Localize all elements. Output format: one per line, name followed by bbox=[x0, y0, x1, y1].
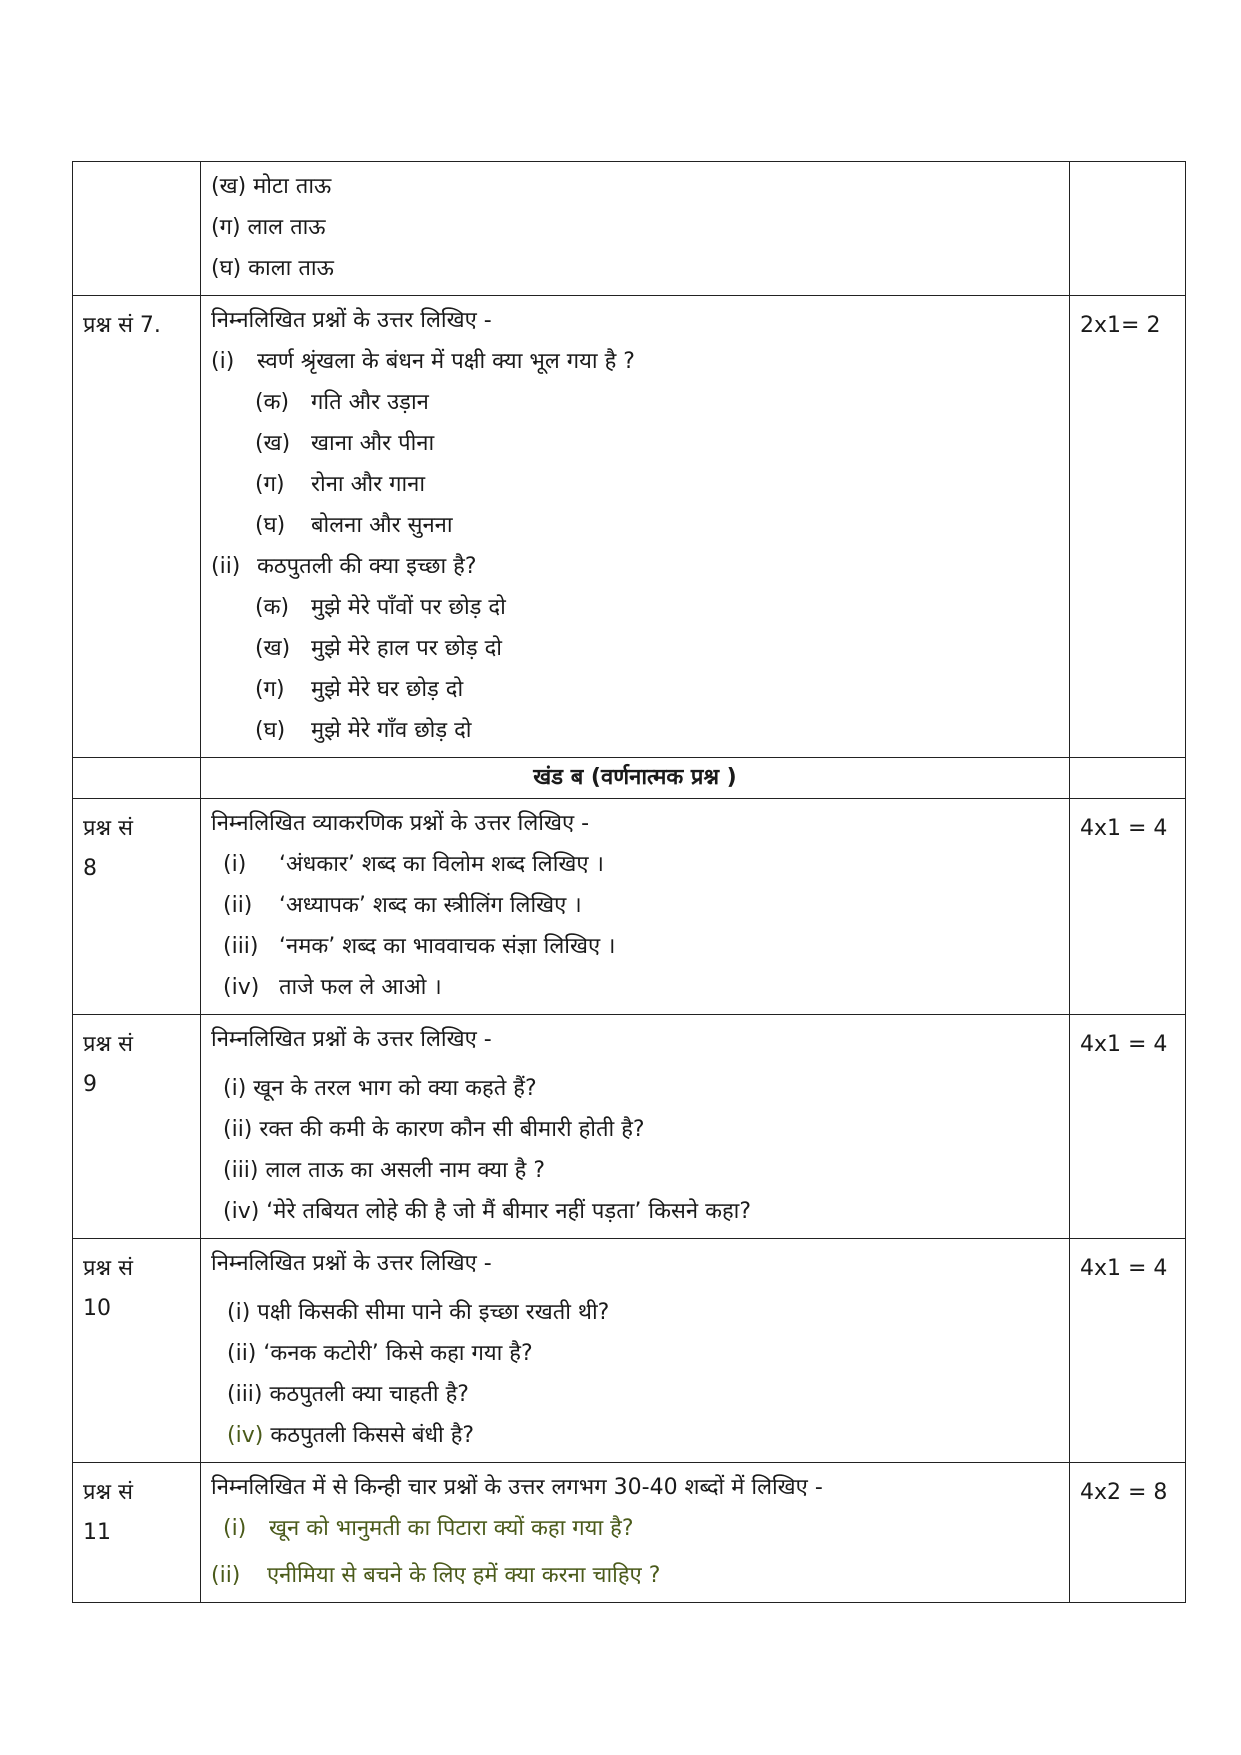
option-label: (ग) bbox=[255, 472, 285, 497]
sub-question bbox=[211, 885, 1069, 926]
sub-question-text: ‘नमक’ शब्द का भाववाचक संज्ञा लिखिए । bbox=[279, 934, 616, 959]
table-row bbox=[73, 162, 1186, 296]
sub-question-text: खून को भानुमती का पिटारा क्यों कहा गया है? bbox=[269, 1516, 634, 1541]
question-number: प्रश्न सं 7. bbox=[73, 296, 201, 758]
question-number-value: 11 bbox=[83, 1520, 111, 1545]
question-number bbox=[73, 799, 201, 1015]
table-row bbox=[73, 296, 1186, 758]
instruction: निम्नलिखित प्रश्नों के उत्तर लिखिए - bbox=[211, 1027, 492, 1052]
marks: 4x2 = 8 bbox=[1070, 1463, 1186, 1603]
marks-cell bbox=[1070, 162, 1186, 296]
sub-question-label: (iii) bbox=[223, 934, 259, 959]
instruction: निम्नलिखित में से किन्ही चार प्रश्नों के उत्तर लगभग 30-40 शब्दों में लिखिए - bbox=[211, 1475, 823, 1500]
option-line bbox=[211, 505, 1069, 546]
option-text: मुझे मेरे गाँव छोड़ दो bbox=[311, 718, 472, 743]
option-label: (क) bbox=[255, 595, 290, 620]
option-line bbox=[211, 464, 1069, 505]
instruction: निम्नलिखित व्याकरणिक प्रश्नों के उत्तर लिखिए - bbox=[211, 811, 590, 836]
question-table bbox=[72, 161, 1186, 1603]
option-text: मुझे मेरे हाल पर छोड़ दो bbox=[311, 636, 502, 661]
option-line bbox=[211, 628, 1069, 669]
question-number-label: प्रश्न सं bbox=[83, 1480, 133, 1505]
question-number-label: प्रश्न सं bbox=[83, 1256, 133, 1281]
option-text: बोलना और सुनना bbox=[311, 513, 453, 538]
question-body-cell bbox=[201, 296, 1070, 758]
sub-question: (iii) कठपुतली क्या चाहती है? bbox=[227, 1382, 469, 1407]
option-text: गति और उड़ान bbox=[311, 390, 429, 415]
instruction: निम्नलिखित प्रश्नों के उत्तर लिखिए - bbox=[211, 308, 492, 333]
sub-question bbox=[211, 1508, 1069, 1549]
sub-question bbox=[211, 1415, 1069, 1456]
sub-question-label: (iv) bbox=[227, 1423, 264, 1448]
sub-question-label: (i) bbox=[211, 349, 235, 374]
option-label: (ख) bbox=[255, 636, 291, 661]
table-row bbox=[73, 758, 1186, 799]
sub-question-text: कठपुतली की क्या इच्छा है? bbox=[257, 554, 477, 579]
question-number bbox=[73, 1015, 201, 1239]
sub-question bbox=[211, 1555, 1069, 1596]
question-number bbox=[73, 1239, 201, 1463]
option-text: खाना और पीना bbox=[311, 431, 435, 456]
question-number-value: 10 bbox=[83, 1296, 111, 1321]
sub-question-text: स्वर्ण श्रृंखला के बंधन में पक्षी क्या भूल गया है ? bbox=[257, 349, 635, 374]
marks: 4x1 = 4 bbox=[1070, 1239, 1186, 1463]
sub-question bbox=[211, 844, 1069, 885]
option-text: मुझे मेरे घर छोड़ दो bbox=[311, 677, 464, 702]
option-text: मुझे मेरे पाँवों पर छोड़ दो bbox=[311, 595, 506, 620]
sub-question bbox=[211, 341, 1069, 382]
sub-question bbox=[211, 967, 1069, 1008]
sub-question-text: कठपुतली किससे बंधी है? bbox=[270, 1423, 475, 1448]
option-label: (ग) bbox=[255, 677, 285, 702]
option-line bbox=[211, 423, 1069, 464]
question-number-value: 9 bbox=[83, 1072, 97, 1097]
option-line bbox=[211, 710, 1069, 751]
sub-question-label: (ii) bbox=[223, 893, 253, 918]
sub-question-text: ‘अध्यापक’ शब्द का स्त्रीलिंग लिखिए । bbox=[279, 893, 582, 918]
sub-question-label: (ii) bbox=[211, 554, 241, 579]
sub-question-label: (iv) bbox=[223, 975, 260, 1000]
table-row bbox=[73, 799, 1186, 1015]
sub-question: (iii) लाल ताऊ का असली नाम क्या है ? bbox=[223, 1158, 546, 1183]
section-heading-cell bbox=[201, 758, 1070, 799]
sub-question-text: ‘अंधकार’ शब्द का विलोम शब्द लिखिए । bbox=[279, 852, 604, 877]
sub-question: (iv) ‘मेरे तबियत लोहे की है जो मैं बीमार नहीं पड़ता’ किसने कहा? bbox=[223, 1199, 752, 1224]
option-label: (घ) bbox=[255, 513, 286, 538]
question-body-cell bbox=[201, 1015, 1070, 1239]
sub-question-label: (i) bbox=[223, 852, 247, 877]
sub-question-text: ताजे फल ले आओ । bbox=[279, 975, 442, 1000]
question-body-cell bbox=[201, 1239, 1070, 1463]
marks: 2x1= 2 bbox=[1070, 296, 1186, 758]
question-body-cell bbox=[201, 799, 1070, 1015]
option-line bbox=[211, 382, 1069, 423]
sub-question-text: एनीमिया से बचने के लिए हमें क्या करना चाहिए ? bbox=[267, 1563, 661, 1588]
question-paper bbox=[72, 161, 1186, 1603]
instruction: निम्नलिखित प्रश्नों के उत्तर लिखिए - bbox=[211, 1251, 492, 1276]
option-label: (घ) bbox=[255, 718, 286, 743]
sub-question: (i) पक्षी किसकी सीमा पाने की इच्छा रखती थी? bbox=[227, 1300, 610, 1325]
question-number-value: 8 bbox=[83, 856, 97, 881]
marks-cell bbox=[1070, 758, 1186, 799]
question-body-cell bbox=[201, 1463, 1070, 1603]
option-line bbox=[211, 669, 1069, 710]
option-line: (ख) मोटा ताऊ bbox=[211, 174, 332, 199]
marks: 4x1 = 4 bbox=[1070, 799, 1186, 1015]
sub-question-label: (i) bbox=[223, 1516, 247, 1541]
option-line bbox=[211, 587, 1069, 628]
sub-question: (ii) रक्त की कमी के कारण कौन सी बीमारी होती है? bbox=[223, 1117, 645, 1142]
question-number-label: प्रश्न सं bbox=[83, 816, 133, 841]
option-line: (घ) काला ताऊ bbox=[211, 256, 334, 281]
marks: 4x1 = 4 bbox=[1070, 1015, 1186, 1239]
question-number-cell bbox=[73, 758, 201, 799]
option-label: (क) bbox=[255, 390, 290, 415]
option-label: (ख) bbox=[255, 431, 291, 456]
table-row bbox=[73, 1239, 1186, 1463]
table-row bbox=[73, 1015, 1186, 1239]
section-heading: खंड ब (वर्णनात्मक प्रश्न ) bbox=[533, 765, 737, 790]
sub-question: (i) खून के तरल भाग को क्या कहते हैं? bbox=[223, 1076, 537, 1101]
question-number-cell bbox=[73, 162, 201, 296]
option-text: रोना और गाना bbox=[311, 472, 426, 497]
sub-question: (ii) ‘कनक कटोरी’ किसे कहा गया है? bbox=[227, 1341, 533, 1366]
sub-question-label: (ii) bbox=[211, 1563, 241, 1588]
question-number bbox=[73, 1463, 201, 1603]
question-number-label: प्रश्न सं bbox=[83, 1032, 133, 1057]
sub-question bbox=[211, 926, 1069, 967]
option-line: (ग) लाल ताऊ bbox=[211, 215, 326, 240]
table-row bbox=[73, 1463, 1186, 1603]
question-body-cell bbox=[201, 162, 1070, 296]
sub-question bbox=[211, 546, 1069, 587]
